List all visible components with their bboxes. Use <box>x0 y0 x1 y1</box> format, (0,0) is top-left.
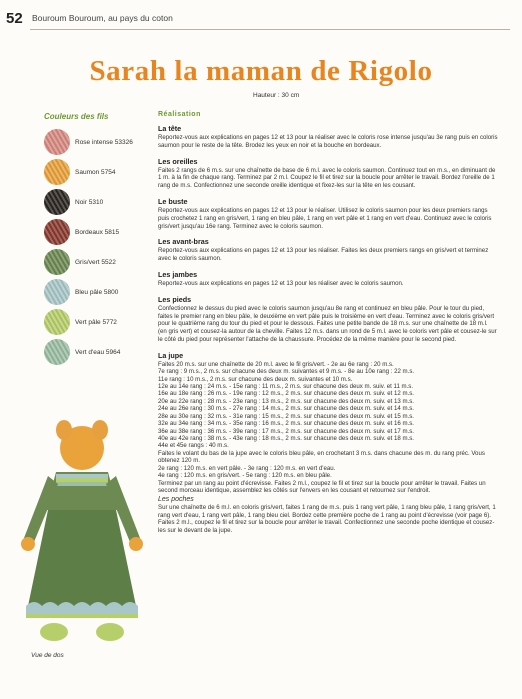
section <box>158 157 498 190</box>
section-title: La jupe <box>158 350 184 360</box>
yarn-item <box>44 337 154 367</box>
sections <box>158 124 498 344</box>
jupe-intro: Faites 20 m.s. sur une chaînette de 20 m.l. avec le fil gris/vert. - 2e au 6e rang : 20 m.s. <box>158 360 394 368</box>
section <box>158 197 498 230</box>
jupe-row: 2e rang : 120 m.s. en vert pâle. - 3e rang : 120 m.s. en vert d'eau. <box>158 464 336 472</box>
section-text: Confectionnez le dessus du pied avec le coloris saumon jusqu'au 8e rang et continuez en bleu pâle. Pour le tour du pied, faites le premier rang en bleu pâle, le deuxième en vert pâle puis le troisième en vert d'eau. Terminez avec le coloris gris/vert pour le quatrième rang du tour du pied et pour le dessous. Faites une petite bande de 18 m.s. sur une chaînette de 18 m.l. (en gris vert) et cousez-la autour de la cheville. Faites 12 m.s. dans un rond de 5 m.l. avec le coloris vert pâle et cousez-le sur le côté du pied pour représenter l'attache de la chaussure. Procédez de la même manière pour le second pied. <box>158 304 497 343</box>
section-title: Les oreilles <box>158 156 198 166</box>
yarn-item <box>44 307 154 337</box>
realisation-heading: Réalisation <box>158 111 201 118</box>
yarn-swatch <box>44 219 70 245</box>
yarn-swatch <box>44 129 70 155</box>
poches-title: Les poches <box>158 496 194 504</box>
doll-foot-right <box>96 623 124 641</box>
page-title: Sarah la maman de Rigolo <box>89 55 433 87</box>
jupe-row: 28e au 30e rang : 32 m.s. - 31e rang : 15 m.s., 2 m.s. sur chacune des deux m. suiv. et 15 m.s. <box>158 412 414 420</box>
jupe-row: 7e rang : 9 m.s., 2 m.s. sur chacune des deux m. suivantes et 9 m.s. - 8e au 10e rang : 22 m.s. <box>158 368 415 376</box>
yarn-item <box>44 157 154 187</box>
section <box>158 237 498 263</box>
jupe-row: 16e au 18e rang : 26 m.s. - 19e rang : 12 m.s., 2 m.s. sur chacune des deux m. suiv. et 12 m.s. <box>158 390 414 398</box>
jupe-row: 4e rang : 120 m.s. en gris/vert. - 5e rang : 120 m.s. en bleu pâle. <box>158 472 332 480</box>
section <box>158 124 498 150</box>
jupe-row: 20e au 22e rang : 28 m.s. - 23e rang : 13 m.s., 2 m.s. sur chacune des deux m. suiv. et 13 m.s. <box>158 397 414 405</box>
yarn-label: Bordeaux 5815 <box>75 228 120 236</box>
section-jupe <box>158 351 498 534</box>
jupe-row: 11e rang : 10 m.s., 2 m.s. sur chacune des deux m. suivantes et 10 m.s. <box>158 375 353 383</box>
yarn-heading: Couleurs des fils <box>44 112 109 121</box>
instructions <box>158 111 498 541</box>
yarn-item <box>44 247 154 277</box>
header-rule <box>30 29 510 30</box>
yarn-label: Noir 5310 <box>75 198 104 206</box>
yarn-swatch <box>44 189 70 215</box>
yarn-label: Rose intense 53326 <box>75 138 133 146</box>
yarn-swatch <box>44 339 70 365</box>
section-text: Reportez-vous aux explications en pages 12 et 13 pour les réaliser avec le coloris saumon. <box>158 279 404 287</box>
yarn-item <box>44 217 154 247</box>
section-text: Reportez-vous aux explications en pages 12 et 13 pour le réaliser. Utilisez le coloris saumon pour les deux premiers rangs puis crochetez 1 rang en gris/vert, 1 rang en bleu pâle, 1 rang en vert pâle et 1 rang en vert d'eau. Continuez avec le coloris gris/vert jusqu'au 16e rang. Terminez avec le coloris saumon. <box>158 206 492 230</box>
yarn-swatch <box>44 249 70 275</box>
jupe-row: 40e au 42e rang : 38 m.s. - 43e rang : 18 m.s., 2 m.s. sur chacune des deux m. suiv. et 18 m.s. <box>158 434 414 442</box>
yarn-item <box>44 187 154 217</box>
doll-photo <box>14 418 150 648</box>
jupe-end: Terminez par un rang au point d'écrevisse. Faites 2 m.l., coupez le fil et tirez sur la boucle pour arrêter le travail. Faites un second morceau identique, assemblez les côtés sur l'envers en les cousant et retournez sur l'endroit. <box>158 479 486 494</box>
yarn-swatch <box>44 159 70 185</box>
yarn-label: Gris/vert 5522 <box>75 258 116 266</box>
jupe-volant: Faites le volant du bas de la jupe avec le coloris bleu pâle, en crochetant 3 m.s. dans chacune des m. du rang préc. Vous obtenez 120 m. <box>158 449 485 465</box>
section-title: Les pieds <box>158 294 192 304</box>
jupe-rows-2 <box>158 465 498 480</box>
jupe-row: 12e au 14e rang : 24 m.s. - 15e rang : 11 m.s., 2 m.s. sur chacune des deux m. suiv. et 11 m.s. <box>158 383 414 391</box>
section-text: Faites 2 rangs de 6 m.s. sur une chaînette de base de 6 m.l. avec le coloris saumon. Continuez tout en m.s., en diminuant de 1 m. à la fin de chaque rang. Terminez par 2 m.l. Coupez le fil et tirez sur la boucle pour arrêter le travail. Bordez l'oreille de 1 rang de m.s. Confectionnez une seconde oreille identique et fixez-les sur la tête en les cousant. <box>158 166 496 190</box>
photo-caption: Vue de dos <box>31 652 64 659</box>
page-header <box>0 10 522 30</box>
book-title: Bouroum Bouroum, au pays du coton <box>32 13 173 23</box>
height-note: Hauteur : 30 cm <box>253 92 300 99</box>
doll-ear-right <box>92 420 108 440</box>
yarn-items <box>44 127 154 367</box>
doll-ear-left <box>56 420 72 440</box>
section-title: Le buste <box>158 196 188 206</box>
yarn-item <box>44 127 154 157</box>
yarn-swatch <box>44 309 70 335</box>
jupe-row: 44e et 45e rangs : 40 m.s. <box>158 442 229 450</box>
doll-foot-left <box>40 623 68 641</box>
yarn-list <box>44 112 154 367</box>
yarn-swatch <box>44 279 70 305</box>
doll-skirt <box>28 510 136 606</box>
jupe-row: 24e au 26e rang : 30 m.s. - 27e rang : 14 m.s., 2 m.s. sur chacune des deux m. suiv. et 14 m.s. <box>158 405 414 413</box>
poches-text: Sur une chaînette de 6 m.l. en coloris gris/vert, faites 1 rang de m.s. puis 1 rang vert pâle, 1 rang bleu pâle, 1 rang gris/vert, 1 rang vert d'eau, 1 rang vert pâle, 1 rang bleu ciel. Bordez cette première poche de 1 rang au point d'écrevisse (voir page 6). Faites 2 m.l., coupez le fil et tirez sur la boucle pour arrêter le travail. Confectionnez une seconde poche identique et cousez-les sur le devant de la jupe. <box>158 504 496 534</box>
section-title: La tête <box>158 124 182 133</box>
section-title: Les avant-bras <box>158 237 209 247</box>
yarn-label: Saumon 5754 <box>75 168 116 176</box>
section <box>158 270 498 288</box>
section-text: Reportez-vous aux explications en pages 12 et 13 pour la réaliser avec le coloris rose intense jusqu'au 3e rang puis en coloris saumon pour le reste de la tête. Brodez les yeux en noir et la bouche en bordeaux. <box>158 134 498 149</box>
page-number: 52 <box>6 10 23 27</box>
jupe-rows <box>158 368 498 450</box>
section <box>158 295 498 344</box>
section-text: Reportez-vous aux explications en pages 12 et 13 pour les réaliser. Faites les deux premiers rangs en gris/vert et terminez avec le coloris saumon. <box>158 247 489 263</box>
yarn-label: Bleu pâle 5800 <box>75 288 119 296</box>
yarn-label: Vert pâle 5772 <box>75 318 117 326</box>
jupe-row: 36e au 38e rang : 36 m.s. - 39e rang : 17 m.s., 2 m.s. sur chacune des deux m. suiv. et 17 m.s. <box>158 427 414 435</box>
yarn-item <box>44 277 154 307</box>
section-title: Les jambes <box>158 269 198 279</box>
yarn-label: Vert d'eau 5964 <box>75 348 121 356</box>
jupe-row: 32e au 34e rang : 34 m.s. - 35e rang : 16 m.s., 2 m.s. sur chacune des deux m. suiv. et 16 m.s. <box>158 420 414 428</box>
